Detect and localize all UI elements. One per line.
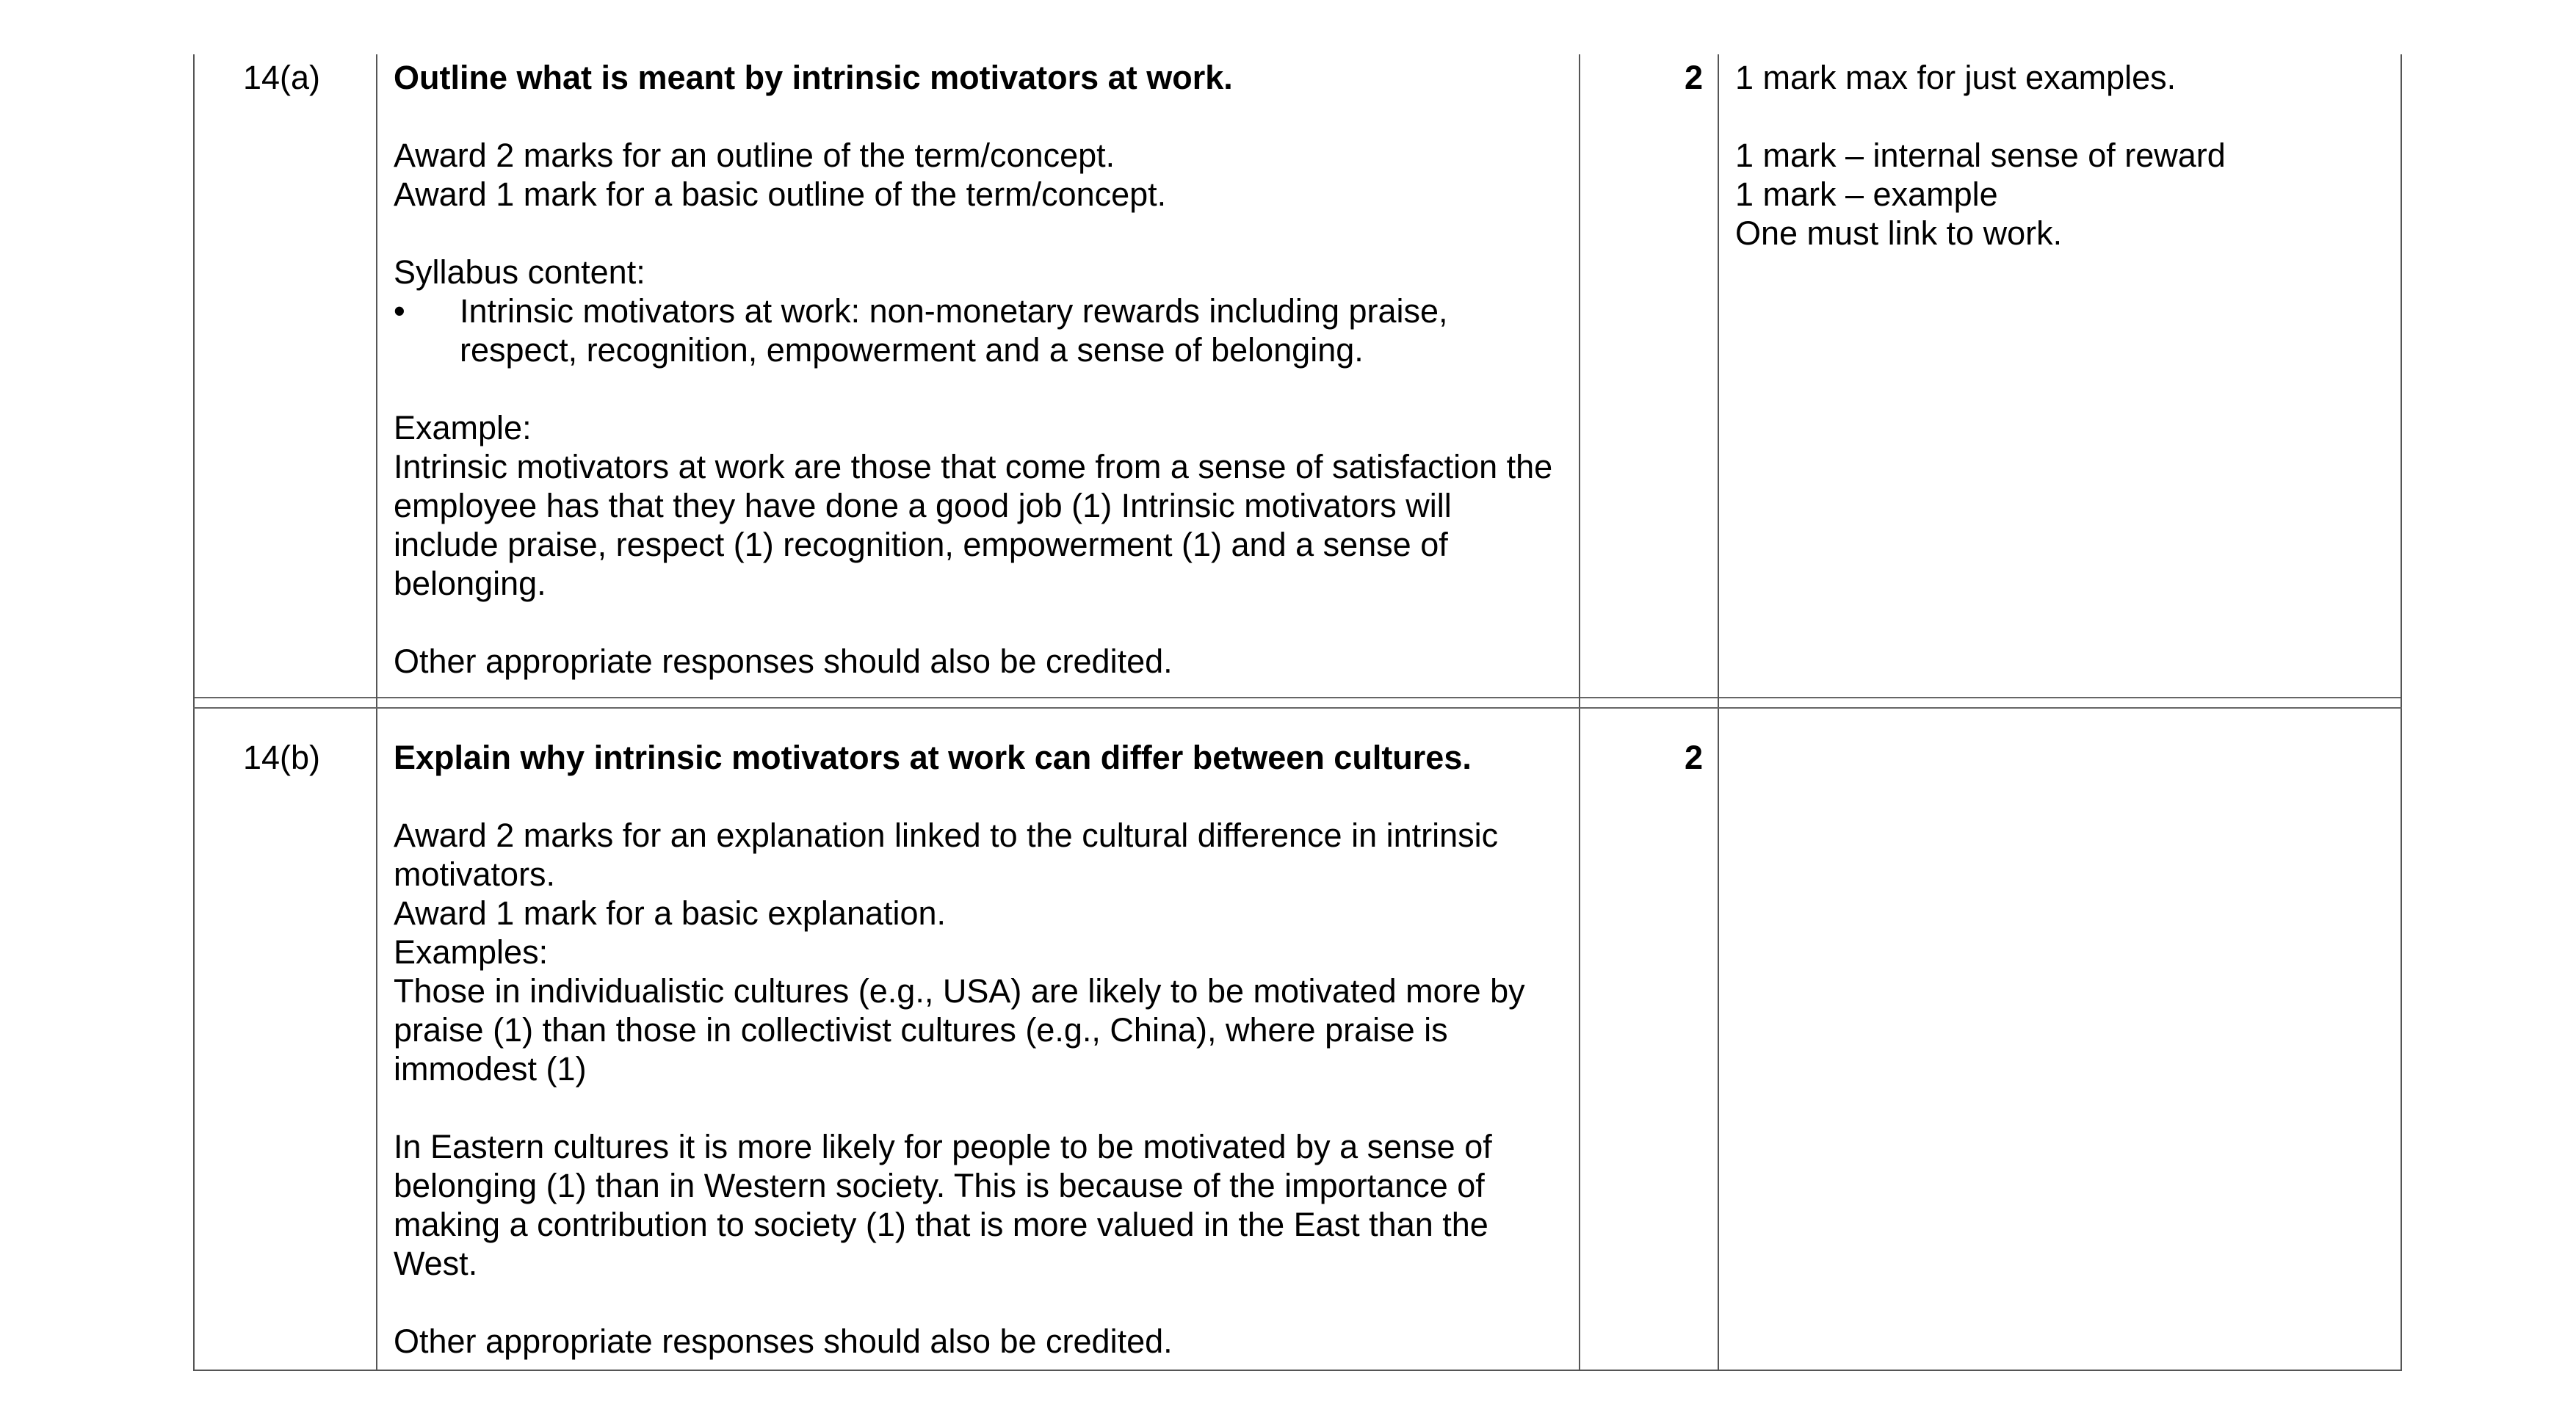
marks-cell bbox=[1580, 708, 1718, 1370]
marks-value: 2 bbox=[1684, 739, 1703, 776]
examples-label: Examples: bbox=[394, 933, 549, 971]
award-line: Award 1 mark for a basic explanation. bbox=[394, 894, 947, 932]
question-number: 14(a) bbox=[242, 59, 321, 96]
question-title: Outline what is meant by intrinsic motivators at work. bbox=[394, 59, 1233, 96]
other-responses-note: Other appropriate responses should also be credited. bbox=[394, 643, 1173, 680]
list-item bbox=[394, 292, 1564, 369]
question-title: Explain why intrinsic motivators at work can differ between cultures. bbox=[394, 739, 1472, 776]
marks-value: 2 bbox=[1684, 59, 1703, 96]
question-number-cell bbox=[194, 54, 377, 698]
question-row-14b bbox=[194, 708, 2401, 1370]
guidance-line: 1 mark – example bbox=[1735, 176, 1998, 213]
guidance-line: 1 mark – internal sense of reward bbox=[1735, 137, 2226, 174]
answer-cell bbox=[377, 54, 1580, 698]
mark-scheme-table bbox=[193, 54, 2402, 1371]
syllabus-bullet-text: Intrinsic motivators at work: non-monetary rewards including praise, respect, recognition, empowerment and a sense of belonging. bbox=[460, 292, 1448, 369]
award-line: Award 2 marks for an explanation linked to the cultural difference in intrinsic motivators. bbox=[394, 817, 1499, 893]
answer-cell bbox=[377, 708, 1580, 1370]
question-number: 14(b) bbox=[242, 739, 321, 776]
question-number-cell bbox=[194, 708, 377, 1370]
question-row-14a bbox=[194, 54, 2401, 698]
marks-cell bbox=[1580, 54, 1718, 698]
award-line: Award 1 mark for a basic outline of the term/concept. bbox=[394, 176, 1167, 213]
guidance-line: One must link to work. bbox=[1735, 214, 2063, 252]
bullet-icon: • bbox=[394, 292, 405, 330]
guidance-line: 1 mark max for just examples. bbox=[1735, 59, 2177, 96]
example-text: In Eastern cultures it is more likely for people to be motivated by a sense of belonging (1) than in Western society. This is because of the importance of making a contribution to society (1) that is more valued in the East than the West. bbox=[394, 1128, 1492, 1282]
award-line: Award 2 marks for an outline of the term/concept. bbox=[394, 137, 1115, 174]
guidance-cell bbox=[1718, 54, 2401, 698]
other-responses-note: Other appropriate responses should also be credited. bbox=[394, 1323, 1173, 1360]
guidance-cell bbox=[1718, 708, 2401, 1370]
syllabus-label: Syllabus content: bbox=[394, 253, 645, 291]
syllabus-list bbox=[394, 292, 1564, 369]
row-separator bbox=[194, 698, 2401, 708]
example-label: Example: bbox=[394, 409, 532, 446]
example-text: Intrinsic motivators at work are those that come from a sense of satisfaction the employee has that they have done a good job (1) Intrinsic motivators will include praise, respect (1) recognition, empowerment (1) and a sense of belonging. bbox=[394, 448, 1553, 602]
example-text: Those in individualistic cultures (e.g., USA) are likely to be motivated more by praise (1) than those in collectivist cultures (e.g., China), where praise is immodest (1) bbox=[394, 972, 1525, 1088]
